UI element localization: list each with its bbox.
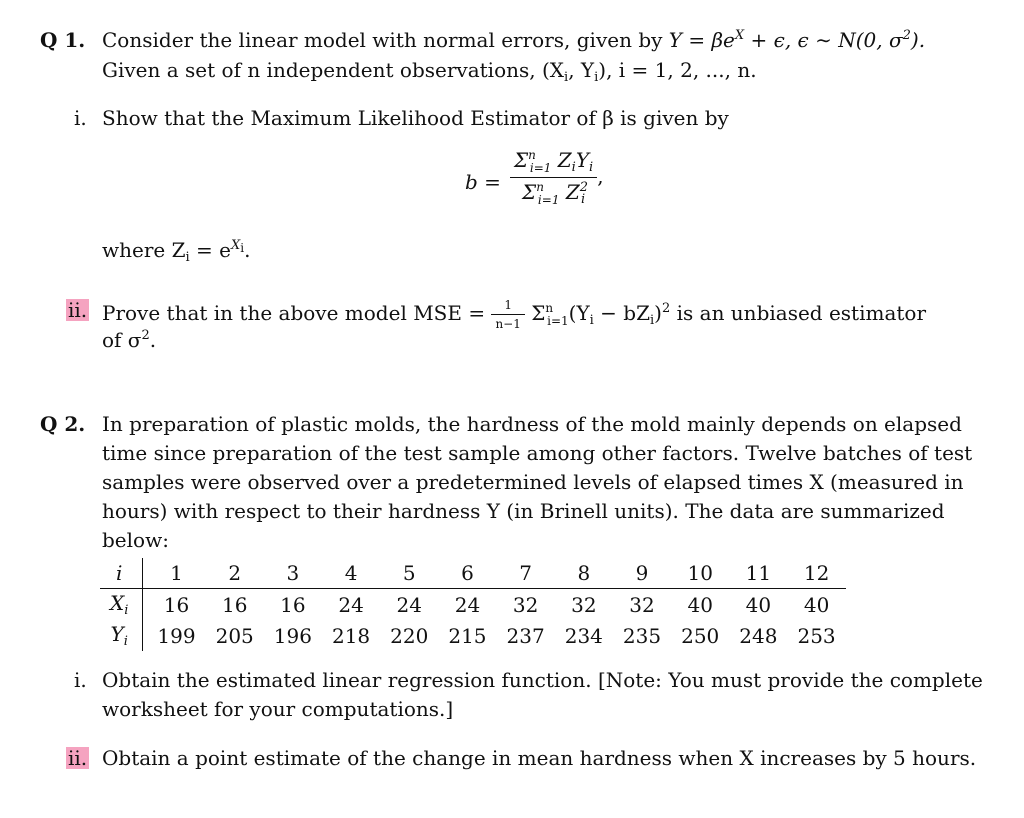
- table-cell: 32: [571, 592, 597, 617]
- table-cell: 40: [745, 592, 772, 617]
- table-row-i: [100, 558, 846, 589]
- q2-part-ii-label: ii.: [68, 746, 88, 770]
- q1-part-ii-line2: of $\sigma^2$.: [102, 328, 157, 352]
- table-cell: 24: [396, 592, 422, 617]
- table-cell: 16: [221, 592, 248, 617]
- table-cell: 7: [497, 558, 555, 589]
- table-cell: 218: [331, 623, 371, 648]
- row-label-x: $X_i$: [100, 589, 143, 621]
- q2-line-2: samples were observed over a predetermined levels of elapsed times X (measured in: [102, 470, 964, 494]
- table-cell: 4: [322, 558, 380, 589]
- q1-where-line: where $Z_i = e^{Xi}$.: [102, 238, 251, 265]
- q2-part-i-line2: worksheet for your computations.]: [102, 697, 454, 721]
- table-cell: 32: [512, 592, 539, 617]
- table-cell: 5: [380, 558, 438, 589]
- table-cell: 1: [143, 558, 206, 589]
- table-cell: 32: [629, 592, 655, 617]
- table-cell: 199: [157, 623, 196, 648]
- table-cell: 24: [454, 592, 481, 617]
- table-cell: 10: [671, 558, 729, 589]
- table-cell: 16: [163, 592, 190, 617]
- q1-part-ii-label: ii.: [68, 298, 88, 322]
- table-cell: 248: [739, 623, 778, 648]
- q2-line-3: hours) with respect to their hardness Y (in Brinell units). The data are summarized: [102, 499, 945, 523]
- formula-b-denominator: $\Sigma^n_{i=1}$ $Z^2_i$: [522, 180, 588, 207]
- q1-part-ii-line1: Prove that in the above model MSE = $\frac{1}{n-1}$ $\Sigma^n_{i=1}(Y_i - bZ_i)^2$ is an unbiased estimator: [102, 298, 927, 331]
- table-cell: 196: [273, 623, 312, 648]
- table-row-y: [100, 620, 846, 651]
- row-label-i: i: [100, 558, 143, 589]
- q1-intro-line1: [102, 28, 925, 52]
- q2-part-ii-text: Obtain a point estimate of the change in mean hardness when X increases by 5 hours.: [102, 746, 977, 770]
- table-cell: 9: [613, 558, 671, 589]
- table-cell: 250: [681, 623, 720, 648]
- table-cell: 205: [215, 623, 254, 648]
- q2-part-i-line1: Obtain the estimated linear regression function. [Note: You must provide the complete: [102, 668, 983, 692]
- table-cell: 237: [506, 623, 545, 648]
- table-cell: 215: [448, 623, 487, 648]
- table-row-x: [100, 589, 846, 621]
- row-label-y: $Y_i$: [100, 620, 143, 651]
- q1-label: Q 1.: [40, 28, 86, 52]
- q2-line-4: below:: [102, 528, 169, 552]
- q1-part-i-label: i.: [74, 106, 87, 130]
- table-cell: 220: [390, 623, 429, 648]
- table-cell: 8: [555, 558, 613, 589]
- table-cell: 234: [564, 623, 603, 648]
- q1-intro-line2: Given a set of n independent observations, ($X_i$, $Y_i$), i = 1, 2, ..., n.: [102, 58, 757, 85]
- formula-b-fraction: $\frac{\Sigma^n_{i=1} Z_iY_i}{\Sigma^n_{i=1} Z^2_i}$ ,: [510, 148, 604, 207]
- q2-line-0: In preparation of plastic molds, the hardness of the mold mainly depends on elapsed: [102, 412, 962, 436]
- table-cell: 12: [787, 558, 845, 589]
- q2-label: Q 2.: [40, 412, 86, 436]
- table-cell: 253: [797, 623, 836, 648]
- q2-line-1: time since preparation of the test sample among other factors. Twelve batches of test: [102, 441, 973, 465]
- table-cell: 40: [803, 592, 830, 617]
- q1-intro-text: Consider the linear model with normal errors, given by: [102, 28, 663, 52]
- table-cell: 6: [438, 558, 496, 589]
- q2-part-i-label: i.: [74, 668, 87, 692]
- table-cell: 3: [264, 558, 322, 589]
- table-cell: 16: [280, 592, 306, 617]
- q1-part-i-text: Show that the Maximum Likelihood Estimator of β is given by: [102, 106, 729, 130]
- table-cell: 40: [687, 592, 713, 617]
- formula-b-lhs: b =: [465, 170, 501, 194]
- table-cell: 24: [338, 592, 364, 617]
- mse-fraction: $\frac{1}{n-1}$: [491, 298, 524, 331]
- data-table: [100, 558, 846, 651]
- formula-b-numerator: $\Sigma^n_{i=1}$ $Z_iY_i$: [510, 148, 597, 178]
- table-cell: 235: [622, 623, 662, 648]
- table-cell: 2: [206, 558, 264, 589]
- table-cell: 11: [729, 558, 787, 589]
- q1-model: $Y = \beta e^X + \epsilon$, ϵ ∼ N(0, $\sigma^2$).: [668, 28, 926, 52]
